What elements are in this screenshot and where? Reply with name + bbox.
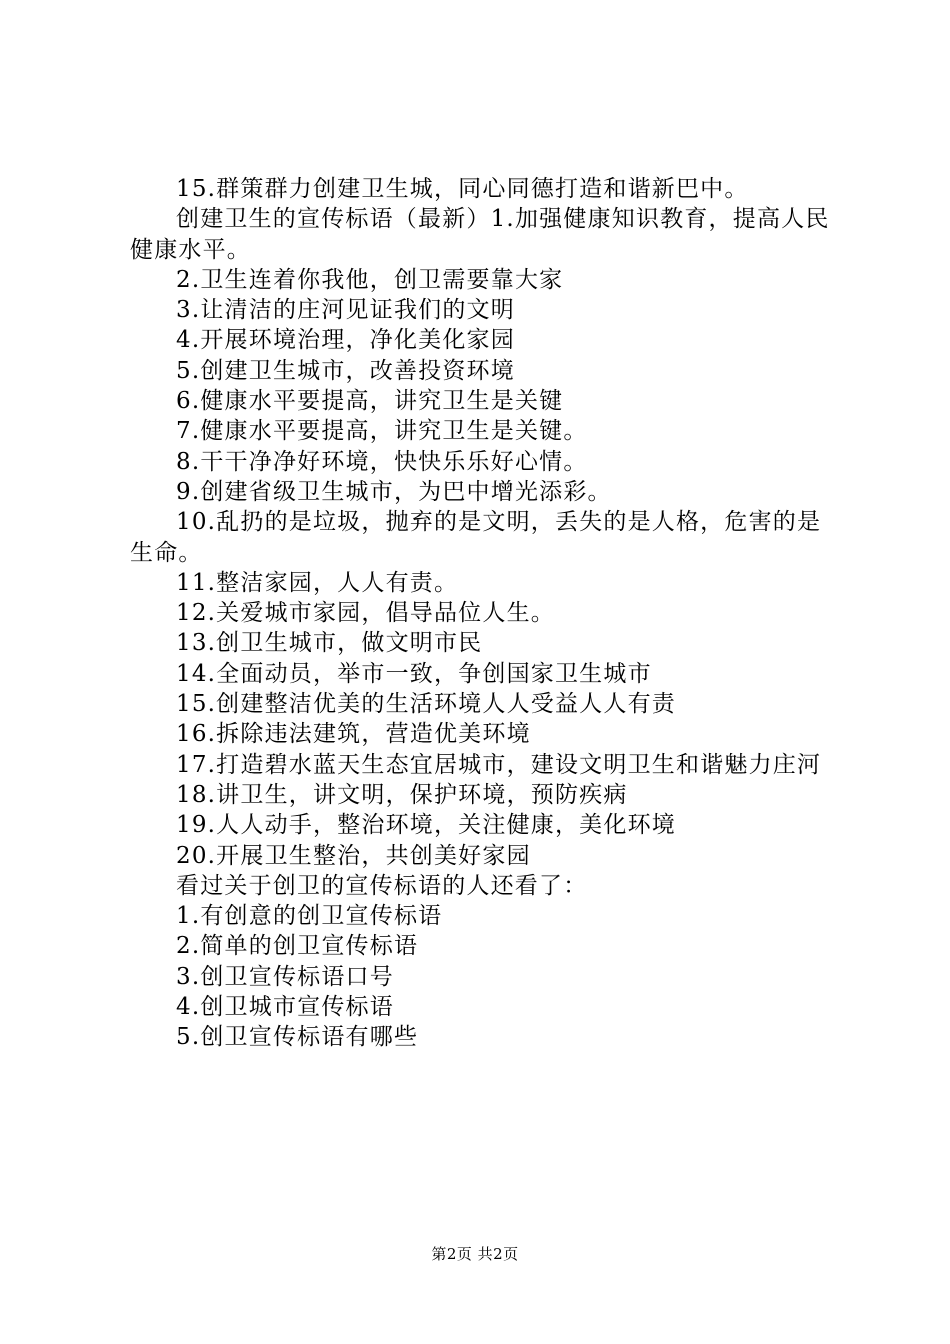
document-body (130, 174, 832, 1053)
paragraph: 6.健康水平要提高，讲究卫生是关键 (176, 388, 564, 415)
paragraph: 5.创卫宣传标语有哪些 (176, 1024, 419, 1051)
paragraph: 18.讲卫生，讲文明，保护环境，预防疾病 (176, 781, 628, 808)
paragraph: 7.健康水平要提高，讲究卫生是关键。 (176, 418, 588, 445)
paragraph: 4.开展环境治理，净化美化家园 (176, 327, 515, 354)
paragraph: 15.群策群力创建卫生城，同心同德打造和谐新巴中。 (176, 176, 749, 202)
paragraph: 5.创建卫生城市，改善投资环境 (176, 357, 515, 384)
paragraph: 3.让清洁的庄河见证我们的文明 (176, 297, 515, 324)
paragraph: 19.人人动手，整治环境，关注健康，美化环境 (176, 812, 676, 839)
paragraph: 3.创卫宣传标语口号 (176, 963, 394, 990)
paragraph: 11.整洁家园，人人有责。 (176, 569, 459, 596)
page-footer: 第2页 共2页 (431, 1245, 519, 1263)
paragraph: 看过关于创卫的宣传标语的人还看了： (176, 872, 588, 899)
paragraph: 8.干干净净好环境，快快乐乐好心情。 (176, 448, 588, 475)
paragraph: 17.打造碧水蓝天生态宜居城市，建设文明卫生和谐魅力庄河 (176, 751, 822, 778)
paragraph: 创建卫生的宣传标语（最新）1.加强健康知识教育，提高人民健康水平。 (130, 206, 830, 263)
paragraph: 20.开展卫生整治，共创美好家园 (176, 842, 531, 869)
paragraph: 13.创卫生城市，做文明市民 (176, 630, 483, 657)
paragraph: 14.全面动员，举市一致，争创国家卫生城市 (176, 660, 652, 687)
paragraph: 16.拆除违法建筑，营造优美环境 (176, 721, 531, 748)
paragraph: 1.有创意的创卫宣传标语 (176, 903, 443, 930)
paragraph: 2.简单的创卫宣传标语 (176, 933, 419, 960)
paragraph: 9.创建省级卫生城市，为巴中增光添彩。 (176, 478, 612, 505)
paragraph: 15.创建整洁优美的生活环境人人受益人人有责 (176, 691, 676, 718)
paragraph: 10.乱扔的是垃圾，抛弃的是文明，丢失的是人格，危害的是生命。 (130, 509, 822, 566)
paragraph: 4.创卫城市宣传标语 (176, 994, 394, 1021)
paragraph: 12.关爱城市家园，倡导品位人生。 (176, 600, 555, 627)
paragraph: 2.卫生连着你我他，创卫需要靠大家 (176, 266, 564, 293)
